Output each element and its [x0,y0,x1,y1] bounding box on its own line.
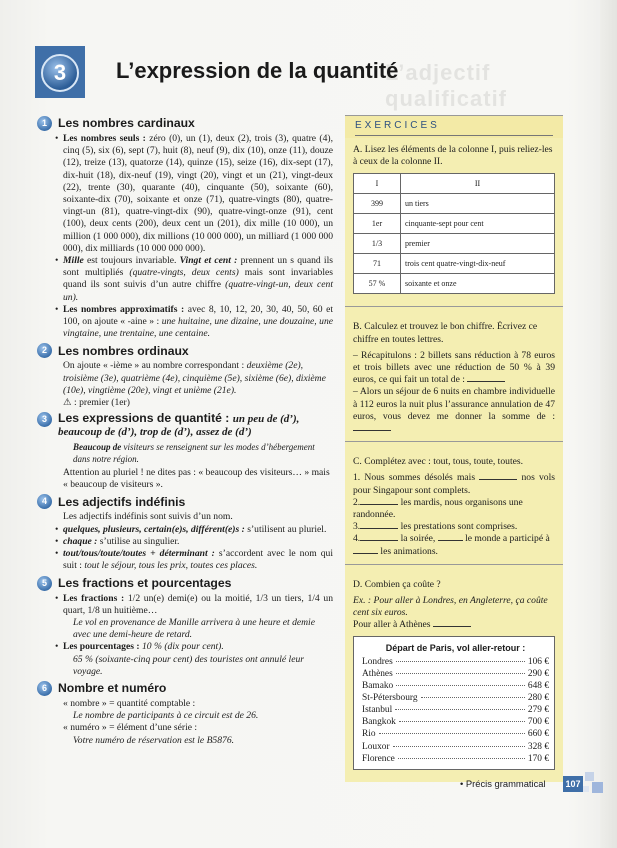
section-cardinaux [38,116,333,340]
exercise-d [345,579,563,782]
section-number: 2 [37,343,52,358]
divider [345,564,563,579]
question-d: D. Combien ça coûte ? [353,578,441,590]
list-item: 3. les prestations sont comprises. [353,521,518,533]
paragraph: – Alors un séjour de 6 nuits en chambre individuelle à 112 euros la nuit plus l’assurance annulation de 47 euros, vous devez me donner la somme de : [353,386,555,435]
attention-note: Attention au pluriel ! ne dites pas : « beaucoup des visiteurs… » mais « beaucoup de visiteurs ». [63,467,330,491]
price-row [362,668,549,680]
column-header: I [354,174,401,194]
price-value: 328 € [527,741,549,752]
warning-line: ⚠ : premier (1er) [63,397,130,409]
leader-dots [379,733,525,734]
answer-blank[interactable] [353,553,378,554]
section-heading [37,343,333,358]
page-title: L’expression de la quantité [116,58,399,83]
section-number: 1 [37,116,52,131]
list-item: 2. les mardis, nous organisons une randonnée. [353,496,523,521]
table-row: 399 un tiers [354,194,555,214]
section-heading [37,116,333,131]
section-indefinis [38,494,333,572]
section-ordinaux [38,343,333,409]
price-row [362,753,549,765]
exercise-c [345,456,563,564]
leader-dots [395,709,525,710]
city-name: Rio [362,729,376,740]
column-header: II [401,174,555,194]
section-number: 4 [37,494,52,509]
section-title: Nombre et numéro [58,681,167,696]
example: Votre numéro de réservation est le B5876. [73,734,235,746]
exercise-a [345,138,563,306]
answer-blank[interactable] [433,626,471,627]
chapter-number: 3 [41,54,79,92]
table-row: 1/3 premier [354,234,555,254]
exercise-b [345,321,563,441]
price-row [362,716,549,728]
section-nombre-numero [38,681,333,747]
city-name: Athènes [362,668,393,679]
list-item: • Les pourcentages : 10 % (dix pour cent). [63,641,333,653]
section-title: Les adjectifs indéfinis [58,494,186,509]
price-row [362,704,549,716]
bleed-through-text: L’adjectif qualificatif [385,60,508,111]
question-b: B. Calculez et trouvez le bon chiffre. Écrivez ce chiffre en toutes lettres. [353,321,538,345]
price-table-title: Départ de Paris, vol aller-retour : [385,642,526,653]
price-value: 106 € [527,656,549,667]
example: 65 % (soixante-cinq pour cent) des touristes ont annulé leur voyage. [73,653,305,677]
leader-dots [393,746,525,747]
price-row [362,680,549,692]
grammar-column [38,113,333,747]
section-fractions [38,576,333,678]
list-item: • quelques, plusieurs, certain(e)s, différent(e)s : s’utilisent au pluriel. [63,524,333,536]
warning-icon: ⚠ [63,397,72,409]
section-title: Les expressions de quantité : un peu de (d’), beaucoup de (d’), trop de (d’), assez de (d’) [58,411,300,439]
leader-dots [399,721,525,722]
section-number: 6 [37,681,52,696]
city-name: Florence [362,753,395,764]
divider [345,441,563,456]
paragraph: Les adjectifs indéfinis sont suivis d’un nom. [63,511,233,523]
list-item: • Les fractions : 1/2 un(e) demi(e) ou la moitié, 1/3 un tiers, 1/4 un quart, 1/8 un huitième… [63,593,333,617]
paragraph: Pour aller à Athènes [353,619,555,631]
example: Beaucoup de visiteurs se renseignent sur les modes d’hébergement dans notre région. [73,441,315,464]
city-name: Londres [362,656,393,667]
list-item: • Les nombres approximatifs : avec 8, 10, 12, 20, 30, 40, 50, 60 et 100, on ajoute « -aine » : une huitaine, une dizaine, une douzaine, une vingtaine, une trentaine, une centaine. [63,304,333,341]
section-title: Les nombres cardinaux [58,116,195,131]
price-table [353,636,555,770]
price-row [362,741,549,753]
city-name: Bangkok [362,717,396,728]
price-value: 648 € [527,681,549,692]
table-row: 71 trois cent quatre-vingt-dix-neuf [354,254,555,274]
question-c: C. Complétez avec : tout, tous, toute, toutes. [353,456,523,468]
question-a: A. Lisez les éléments de la colonne I, puis reliez-les à ceux de la colonne II. [353,144,553,168]
price-value: 280 € [527,693,549,704]
price-row [362,692,549,704]
section-number: 3 [37,412,52,427]
section-heading [37,494,333,509]
leader-dots [396,685,525,686]
answer-blank[interactable] [353,430,391,431]
page-number: 107 [563,776,583,792]
paragraph: – Récapitulons : 2 billets sans réduction à 78 euros et trois billets avec une réduction de 50 % à 39 euros, ce qui fait un total de : [353,349,555,386]
section-title: Les fractions et pourcentages [58,575,232,590]
example: Le vol en provenance de Manille arrivera à une heure et demie avec une demi-heure de retard. [73,616,315,641]
page-edge [600,0,617,848]
price-list [362,656,549,765]
price-value: 660 € [527,729,549,740]
leader-dots [421,697,525,698]
price-value: 170 € [527,753,549,764]
section-heading [37,681,333,696]
decor-square [585,772,594,781]
exercises-heading: EXERCICES [345,115,563,138]
example: Le nombre de participants à ce circuit est de 26. [73,710,259,722]
matching-table [353,173,555,294]
price-value: 700 € [527,717,549,728]
paragraph: On ajoute « -ième » au nombre correspondant : deuxième (2e), troisième (3e), quatrième (4e), cinquième (5e), sixième (6e), dixième (10e), vingtième (20e), vingt et unième (21e). [63,360,326,396]
leader-dots [398,758,525,759]
answer-blank[interactable] [479,479,517,480]
answer-blank[interactable] [360,504,398,505]
list-item: 4. la soirée, le monde a participé à les animations. [353,533,550,557]
price-value: 279 € [527,705,549,716]
section-expressions [38,412,333,491]
answer-blank[interactable] [360,528,398,529]
city-name: St-Pétersbourg [362,693,418,704]
table-row: 1er cinquante-sept pour cent [354,214,555,234]
table-row: 57 % soixante et onze [354,274,555,294]
section-number: 5 [37,576,52,591]
example: Ex. : Pour aller à Londres, en Angleterre, ça coûte cent six euros. [353,595,548,619]
decor-square [583,786,589,792]
section-heading [37,412,333,438]
footer-label: • Précis grammatical [460,778,546,789]
price-row [362,728,549,740]
price-row [362,656,549,668]
city-name: Istanbul [362,705,393,716]
leader-dots [396,661,525,662]
city-name: Louxor [362,741,390,752]
decor-square [592,782,603,793]
exercises-panel [345,115,563,782]
answer-blank[interactable] [467,381,505,382]
list-item: • tout/tous/toute/toutes + déterminant : s’accordent avec le nom qui suit : tout le séjour, tous les prix, toutes ces places. [63,548,333,572]
paragraph: « nombre » = quantité comptable : [63,697,196,709]
divider [345,306,563,321]
list-item: 1. Nous sommes désolés mais nos vols pour Singapour sont complets. [353,472,555,496]
leader-dots [396,673,525,674]
section-heading [37,576,333,591]
paragraph: « numéro » = élément d’une série : [63,722,198,734]
list-item: • Les nombres seuls : zéro (0), un (1), deux (2), trois (3), quatre (4), cinq (5), six (6), sept (7), huit (8), neuf (9), dix (10), onze (11), douze (12), treize (13), quatorze (14), quinze (15), seize (16), dix-sept (17), dix-huit (18), dix-neuf (19), vingt (20), vingt et un (21), vingt-deux (22), trente (30), quarante (40), cinquante (50), soixante (60), soixante-dix (70), soixante et onze (71), quatre-vingts (80), quatre-vingt-un (81), quatre-vingt-dix (90), quatre-vingt-onze (91), cent (100), deux cents (200), deux cent un (201), dix mille (10 000), un million (1 000 000), dix millions (10 000 000), un milliard (1 000 000 000), dix milliards (10 000 000 000). [63,133,333,255]
section-title: Les nombres ordinaux [58,343,189,358]
city-name: Bamako [362,681,394,692]
price-value: 290 € [527,668,549,679]
chapter-badge [35,46,85,98]
answer-blank[interactable] [438,540,463,541]
list-item: • chaque : s’utilise au singulier. [63,536,333,548]
answer-blank[interactable] [360,540,398,541]
list-item: • Mille est toujours invariable. Vingt et cent : prennent un s quand ils sont multipliés (quatre-vingts, deux cents) mais sont invariables quand ils sont suivis d’un autre chiffre (quatre-vingt-un, deux cent un). [63,255,333,304]
